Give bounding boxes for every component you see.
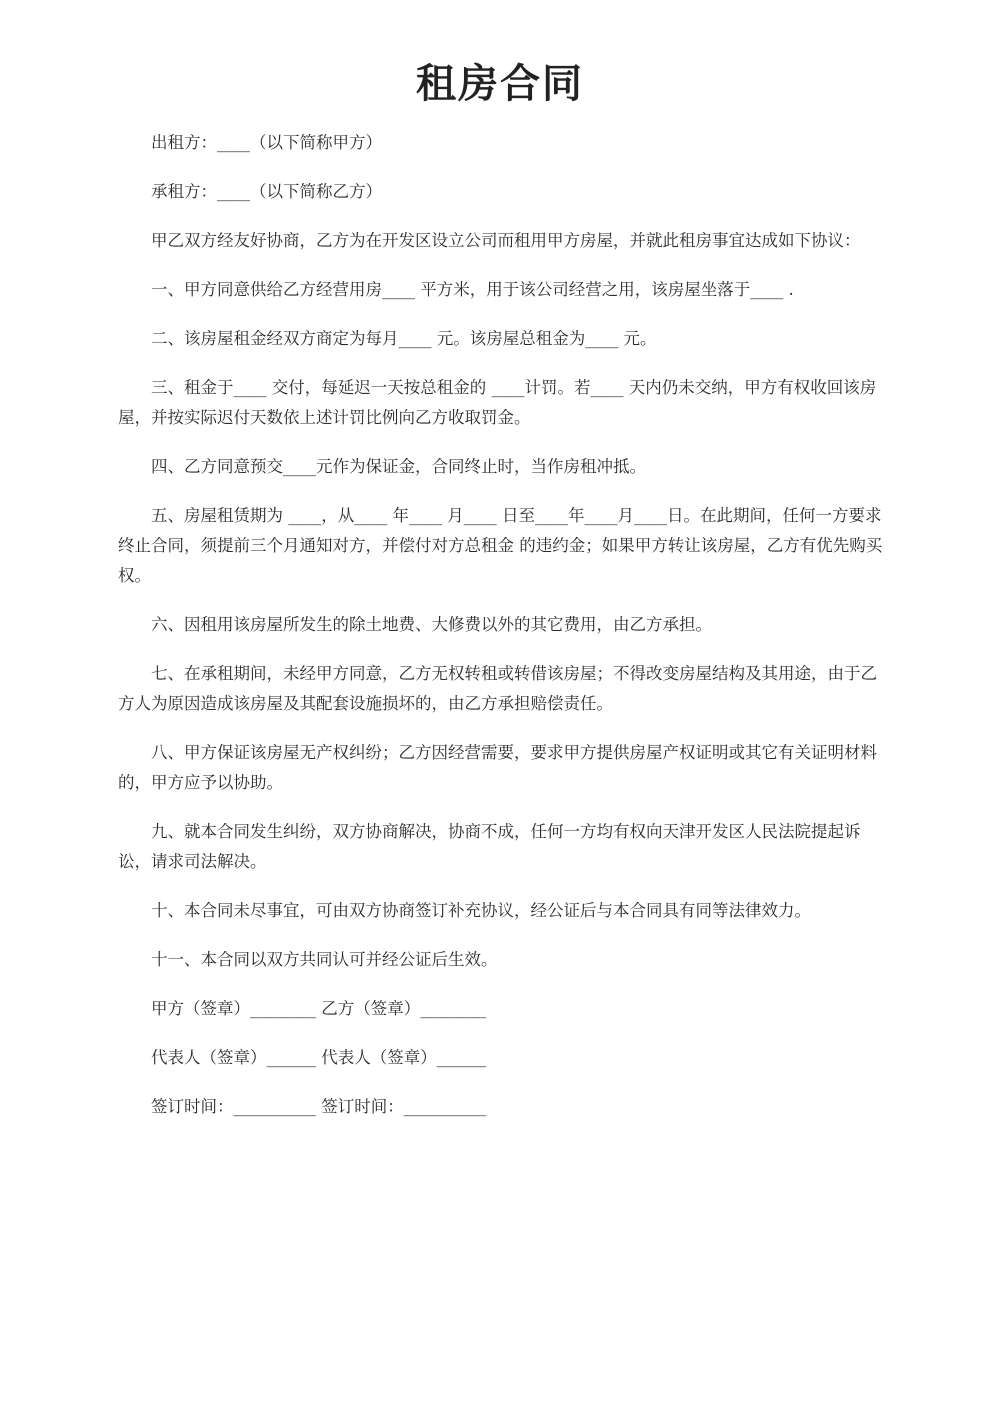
clause-4: 四、乙方同意预交____元作为保证金，合同终止时，当作房租冲抵。 bbox=[151, 457, 646, 476]
clause-6: 六、因租用该房屋所发生的除土地费、大修费以外的其它费用，由乙方承担。 bbox=[151, 615, 712, 634]
signature-row-representatives: 代表人（签章）______ 代表人（签章）______ bbox=[151, 1048, 487, 1067]
clause-8: 八、甲方保证该房屋无产权纠纷；乙方因经营需要，要求甲方提供房屋产权证明或其它有关证明材料的，甲方应予以协助。 bbox=[118, 743, 877, 792]
clause-7: 七、在承租期间，未经甲方同意，乙方无权转租或转借该房屋；不得改变房屋结构及其用途，由于乙方人为原因造成该房屋及其配套设施损坏的，由乙方承担赔偿责任。 bbox=[118, 664, 877, 713]
clause-5: 五、房屋租赁期为 ____，从____ 年____ 月____ 日至____年____月____日。在此期间，任何一方要求终止合同，须提前三个月通知对方，并偿付对方总租金 的违约金；如果甲方转让该房屋，乙方有优先购买权。 bbox=[118, 506, 883, 585]
signature-row-parties: 甲方（签章）________ 乙方（签章）________ bbox=[151, 999, 487, 1018]
clause-11: 十一、本合同以双方共同认可并经公证后生效。 bbox=[151, 950, 498, 969]
clause-9: 九、就本合同发生纠纷，双方协商解决，协商不成，任何一方均有权向天津开发区人民法院提起诉讼，请求司法解决。 bbox=[118, 822, 861, 871]
clause-1: 一、甲方同意供给乙方经营用房____ 平方米，用于该公司经营之用，该房屋坐落于____ . bbox=[151, 280, 794, 299]
paragraph-lessor: 出租方：____（以下简称甲方） bbox=[151, 133, 382, 152]
page-title: 租房合同 bbox=[416, 61, 584, 107]
clause-10: 十、本合同未尽事宜，可由双方协商签订补充协议，经公证后与本合同具有同等法律效力。 bbox=[151, 901, 811, 920]
clause-3: 三、租金于____ 交付，每延迟一天按总租金的 ____计罚。若____ 天内仍未交纳，甲方有权收回该房屋，并按实际迟付天数依上述计罚比例向乙方收取罚金。 bbox=[118, 378, 877, 427]
signature-row-dates: 签订时间：__________ 签订时间：__________ bbox=[151, 1097, 487, 1116]
contract-body bbox=[118, 128, 888, 1141]
clause-2: 二、该房屋租金经双方商定为每月____ 元。该房屋总租金为____ 元。 bbox=[151, 329, 657, 348]
paragraph-preamble: 甲乙双方经友好协商，乙方为在开发区设立公司而租用甲方房屋，并就此租房事宜达成如下协议： bbox=[151, 231, 861, 250]
paragraph-lessee: 承租方：____（以下简称乙方） bbox=[151, 182, 382, 201]
